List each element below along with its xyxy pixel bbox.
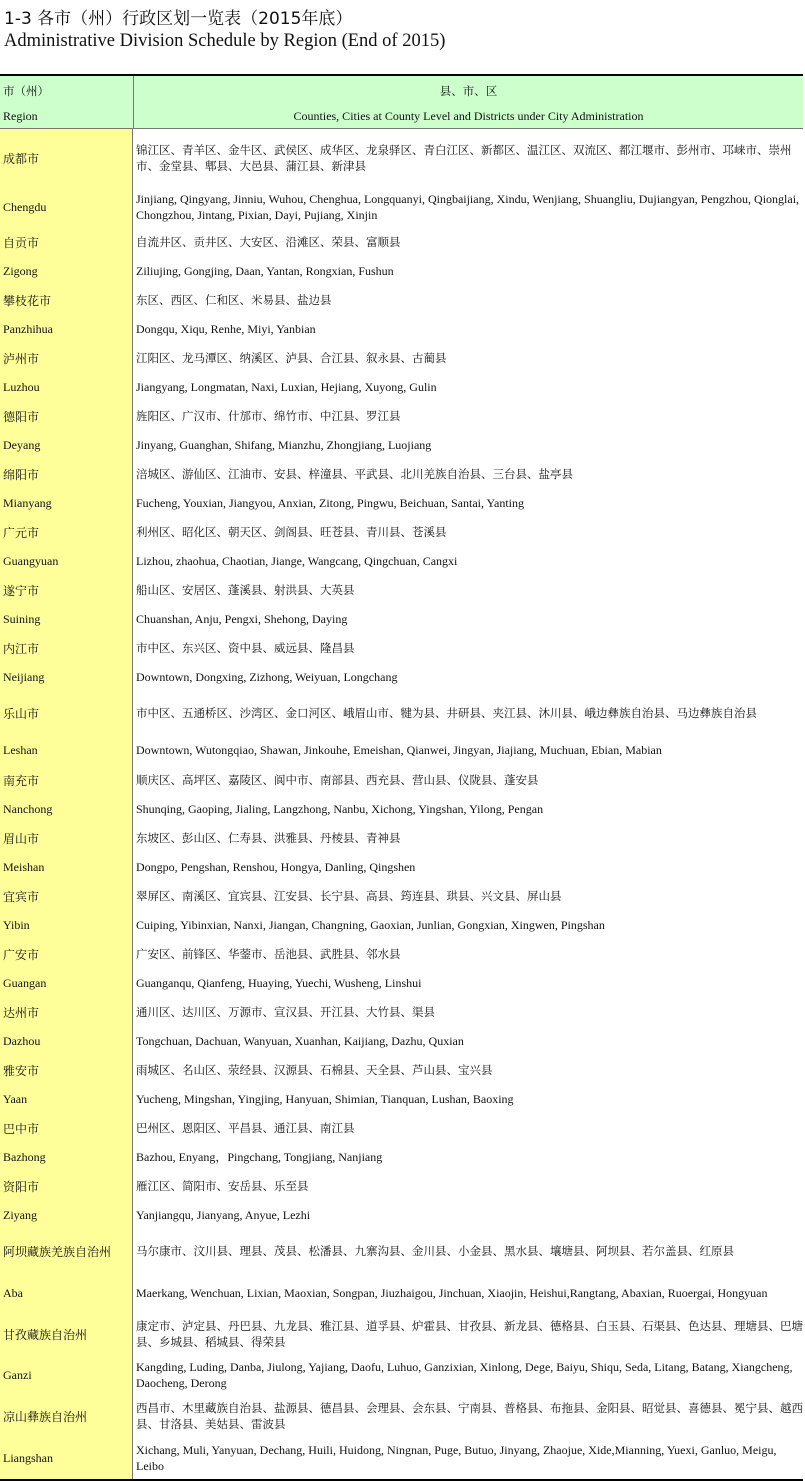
division-list: Yucheng, Mingshan, Yingjing, Hanyuan, Shimian, Tianquan, Lushan, Baoxing xyxy=(136,1092,514,1106)
region-name: Aba xyxy=(0,1273,133,1313)
region-name: 广元市 xyxy=(0,517,133,547)
table-row xyxy=(0,765,803,795)
table-header xyxy=(0,76,803,129)
division-list: 巴州区、恩阳区、平昌县、通江县、南江县 xyxy=(136,1121,355,1135)
division-list: Bazhou, Enyang，Pingchang, Tongjiang, Nanjiang xyxy=(136,1150,383,1164)
division-list: 翠屏区、南溪区、宜宾县、江安县、长宁县、高县、筠连县、珙县、兴文县、屏山县 xyxy=(136,889,562,903)
region-name: Guangyuan xyxy=(0,547,133,575)
region-name: 内江市 xyxy=(0,633,133,663)
header-divisions-cell xyxy=(134,76,803,128)
division-list: Ziliujing, Gongjing, Daan, Yantan, Rongxian, Fushun xyxy=(136,264,394,278)
region-name: Zigong xyxy=(0,257,133,285)
division-list: 自流井区、贡井区、大安区、沿滩区、荣县、富顺县 xyxy=(136,235,401,249)
table-row xyxy=(0,881,803,911)
division-list: Yanjiangqu, Jianyang, Anyue, Lezhi xyxy=(136,1208,311,1222)
table-row xyxy=(0,1229,803,1273)
division-list: Guanganqu, Qianfeng, Huaying, Yuechi, Wusheng, Linshui xyxy=(136,976,422,990)
region-name: 雅安市 xyxy=(0,1055,133,1085)
table-row xyxy=(0,257,803,285)
division-list: Lizhou, zhaohua, Chaotian, Jiange, Wangcang, Qingchuan, Cangxi xyxy=(136,554,458,568)
table-row xyxy=(0,1201,803,1229)
region-name: 攀枝花市 xyxy=(0,285,133,315)
table-row xyxy=(0,633,803,663)
division-list: 市中区、东兴区、资中县、威远县、隆昌县 xyxy=(136,641,355,655)
region-name: 甘孜藏族自治州 xyxy=(0,1313,133,1355)
region-name: Liangshan xyxy=(0,1437,133,1479)
region-name: 乐山市 xyxy=(0,691,133,735)
table-row xyxy=(0,1055,803,1085)
division-list: 市中区、五通桥区、沙湾区、金口河区、峨眉山市、犍为县、井研县、夹江县、沐川县、峨边彝族自治县、马边彝族自治县 xyxy=(136,706,757,720)
region-name: Bazhong xyxy=(0,1143,133,1171)
table-row xyxy=(0,187,803,227)
table-row xyxy=(0,1171,803,1201)
region-name: Neijiang xyxy=(0,663,133,691)
region-name: 眉山市 xyxy=(0,823,133,853)
table-row xyxy=(0,911,803,939)
table-row xyxy=(0,129,803,187)
division-list: 利州区、昭化区、朝天区、剑阁县、旺苍县、青川县、苍溪县 xyxy=(136,525,447,539)
region-name: Nanchong xyxy=(0,795,133,823)
header-region-en: Region xyxy=(3,109,38,123)
table-row xyxy=(0,343,803,373)
division-list: 东区、西区、仁和区、米易县、盐边县 xyxy=(136,293,332,307)
region-name: 德阳市 xyxy=(0,401,133,431)
division-list: Maerkang, Wenchuan, Lixian, Maoxian, Songpan, Jiuzhaigou, Jinchuan, Xiaojin, Heishui,Rangtang, Abaxian, Ruoergai, Hongyuan xyxy=(136,1286,768,1300)
division-list: 顺庆区、高坪区、嘉陵区、阆中市、南部县、西充县、营山县、仪陇县、蓬安县 xyxy=(136,773,539,787)
division-list: 东坡区、彭山区、仁寿县、洪雅县、丹棱县、青神县 xyxy=(136,831,401,845)
division-table xyxy=(0,74,803,1481)
table-row xyxy=(0,1027,803,1055)
table-row xyxy=(0,547,803,575)
region-name: Chengdu xyxy=(0,187,133,227)
table-row xyxy=(0,853,803,881)
division-list: 旌阳区、广汉市、什邡市、绵竹市、中江县、罗江县 xyxy=(136,409,401,423)
division-list: Xichang, Muli, Yanyuan, Dechang, Huili, Huidong, Ningnan, Puge, Butuo, Jinyang, Zhaojue, Xide,Mianning, Yuexi, Ganluo, Meigu, Leibo xyxy=(136,1443,777,1473)
table-row xyxy=(0,823,803,853)
region-name: Ganzi xyxy=(0,1355,133,1395)
table-row xyxy=(0,1355,803,1395)
division-list: 西昌市、木里藏族自治县、盐源县、德昌县、会理县、会东县、宁南县、普格县、布拖县、金阳县、昭觉县、喜德县、冕宁县、越西县、甘洛县、美姑县、雷波县 xyxy=(136,1401,803,1431)
table-row xyxy=(0,939,803,969)
division-list: Jiangyang, Longmatan, Naxi, Luxian, Hejiang, Xuyong, Gulin xyxy=(136,380,437,394)
division-list: Kangding, Luding, Danba, Jiulong, Yajiang, Daofu, Luhuo, Ganzixian, Xinlong, Dege, Baiyu, Shiqu, Seda, Litang, Batang, Xiangcheng, Daocheng, Derong xyxy=(136,1360,793,1390)
table-row xyxy=(0,575,803,605)
table-row xyxy=(0,1313,803,1355)
table-row xyxy=(0,459,803,489)
division-list: 锦江区、青羊区、金牛区、武侯区、成华区、龙泉驿区、青白江区、新都区、温江区、双流区、都江堰市、彭州市、邛崃市、崇州市、金堂县、郫县、大邑县、蒲江县、新津县 xyxy=(136,143,792,173)
region-name: 泸州市 xyxy=(0,343,133,373)
table-row xyxy=(0,605,803,633)
table-row xyxy=(0,227,803,257)
table-row xyxy=(0,1437,803,1479)
region-name: 遂宁市 xyxy=(0,575,133,605)
region-name: Luzhou xyxy=(0,373,133,401)
header-divisions-zh: 县、市、区 xyxy=(439,84,498,98)
division-list: 雨城区、名山区、荥经县、汉源县、石棉县、天全县、芦山县、宝兴县 xyxy=(136,1063,493,1077)
table-row xyxy=(0,997,803,1027)
table-row xyxy=(0,1273,803,1313)
header-region-zh: 市（州） xyxy=(3,84,49,98)
region-name: Ziyang xyxy=(0,1201,133,1229)
table-row xyxy=(0,1085,803,1113)
region-name: Deyang xyxy=(0,431,133,459)
division-list: 雁江区、简阳市、安岳县、乐至县 xyxy=(136,1179,309,1193)
region-name: Meishan xyxy=(0,853,133,881)
header-region-cell xyxy=(0,76,134,128)
division-list: 广安区、前锋区、华蓥市、岳池县、武胜县、邻水县 xyxy=(136,947,401,961)
region-name: Guangan xyxy=(0,969,133,997)
table-row xyxy=(0,969,803,997)
division-list: Fucheng, Youxian, Jiangyou, Anxian, Zitong, Pingwu, Beichuan, Santai, Yanting xyxy=(136,496,524,510)
table-row xyxy=(0,373,803,401)
region-name: 成都市 xyxy=(0,129,133,187)
region-name: 巴中市 xyxy=(0,1113,133,1143)
division-list: 江阳区、龙马潭区、纳溪区、泸县、合江县、叙永县、古蔺县 xyxy=(136,351,447,365)
region-name: 绵阳市 xyxy=(0,459,133,489)
division-list: Dongqu, Xiqu, Renhe, Miyi, Yanbian xyxy=(136,322,316,336)
region-name: Yaan xyxy=(0,1085,133,1113)
division-list: 马尔康市、汶川县、理县、茂县、松潘县、九寨沟县、金川县、小金县、黑水县、壤塘县、阿坝县、若尔盖县、红原县 xyxy=(136,1244,734,1258)
division-list: 通川区、达川区、万源市、宣汉县、开江县、大竹县、渠县 xyxy=(136,1005,435,1019)
division-list: Downtown, Wutongqiao, Shawan, Jinkouhe, Emeishan, Qianwei, Jingyan, Jiajiang, Muchuan, Ebian, Mabian xyxy=(136,743,662,757)
table-row xyxy=(0,517,803,547)
table-row xyxy=(0,489,803,517)
division-list: 康定市、泸定县、丹巴县、九龙县、雅江县、道孚县、炉霍县、甘孜县、新龙县、德格县、白玉县、石渠县、色达县、理塘县、巴塘县、乡城县、稻城县、得荣县 xyxy=(136,1319,803,1349)
region-name: 宜宾市 xyxy=(0,881,133,911)
division-list: 船山区、安居区、蓬溪县、射洪县、大英县 xyxy=(136,583,355,597)
table-row xyxy=(0,1113,803,1143)
region-name: Yibin xyxy=(0,911,133,939)
title-chinese: 1-3 各市（州）行政区划一览表（2015年底） xyxy=(4,9,353,29)
table-body xyxy=(0,129,803,1479)
table-row xyxy=(0,1395,803,1437)
table-row xyxy=(0,735,803,765)
region-name: Mianyang xyxy=(0,489,133,517)
division-list: Downtown, Dongxing, Zizhong, Weiyuan, Longchang xyxy=(136,670,398,684)
table-row xyxy=(0,401,803,431)
table-row xyxy=(0,795,803,823)
region-name: Leshan xyxy=(0,735,133,765)
region-name: Dazhou xyxy=(0,1027,133,1055)
division-list: Dongpo, Pengshan, Renshou, Hongya, Danling, Qingshen xyxy=(136,860,416,874)
region-name: 阿坝藏族羌族自治州 xyxy=(0,1229,133,1273)
table-row xyxy=(0,1143,803,1171)
division-list: Jinjiang, Qingyang, Jinniu, Wuhou, Chenghua, Longquanyi, Qingbaijiang, Xindu, Wenjiang, Shuangliu, Dujiangyan, Pengzhou, Qionglai, Chongzhou, Jintang, Pixian, Dayi, Pujiang, Xinjin xyxy=(136,192,800,222)
region-name: 广安市 xyxy=(0,939,133,969)
region-name: 资阳市 xyxy=(0,1171,133,1201)
division-list: Jinyang, Guanghan, Shifang, Mianzhu, Zhongjiang, Luojiang xyxy=(136,438,432,452)
region-name: 自贡市 xyxy=(0,227,133,257)
table-row xyxy=(0,431,803,459)
table-row xyxy=(0,285,803,315)
title-english: Administrative Division Schedule by Region (End of 2015) xyxy=(4,31,446,51)
region-name: 凉山彝族自治州 xyxy=(0,1395,133,1437)
division-list: Chuanshan, Anju, Pengxi, Shehong, Daying xyxy=(136,612,348,626)
region-name: Suining xyxy=(0,605,133,633)
table-row xyxy=(0,315,803,343)
division-list: 涪城区、游仙区、江油市、安县、梓潼县、平武县、北川羌族自治县、三台县、盐亭县 xyxy=(136,467,573,481)
region-name: 南充市 xyxy=(0,765,133,795)
header-divisions-en: Counties, Cities at County Level and Districts under City Administration xyxy=(293,109,644,123)
region-name: Panzhihua xyxy=(0,315,133,343)
region-name: 达州市 xyxy=(0,997,133,1027)
division-list: Tongchuan, Dachuan, Wanyuan, Xuanhan, Kaijiang, Dazhu, Quxian xyxy=(136,1034,464,1048)
division-list: Cuiping, Yibinxian, Nanxi, Jiangan, Changning, Gaoxian, Junlian, Gongxian, Xingwen, Pingshan xyxy=(136,918,605,932)
table-row xyxy=(0,691,803,735)
table-row xyxy=(0,663,803,691)
division-list: Shunqing, Gaoping, Jialing, Langzhong, Nanbu, Xichong, Yingshan, Yilong, Pengan xyxy=(136,802,544,816)
